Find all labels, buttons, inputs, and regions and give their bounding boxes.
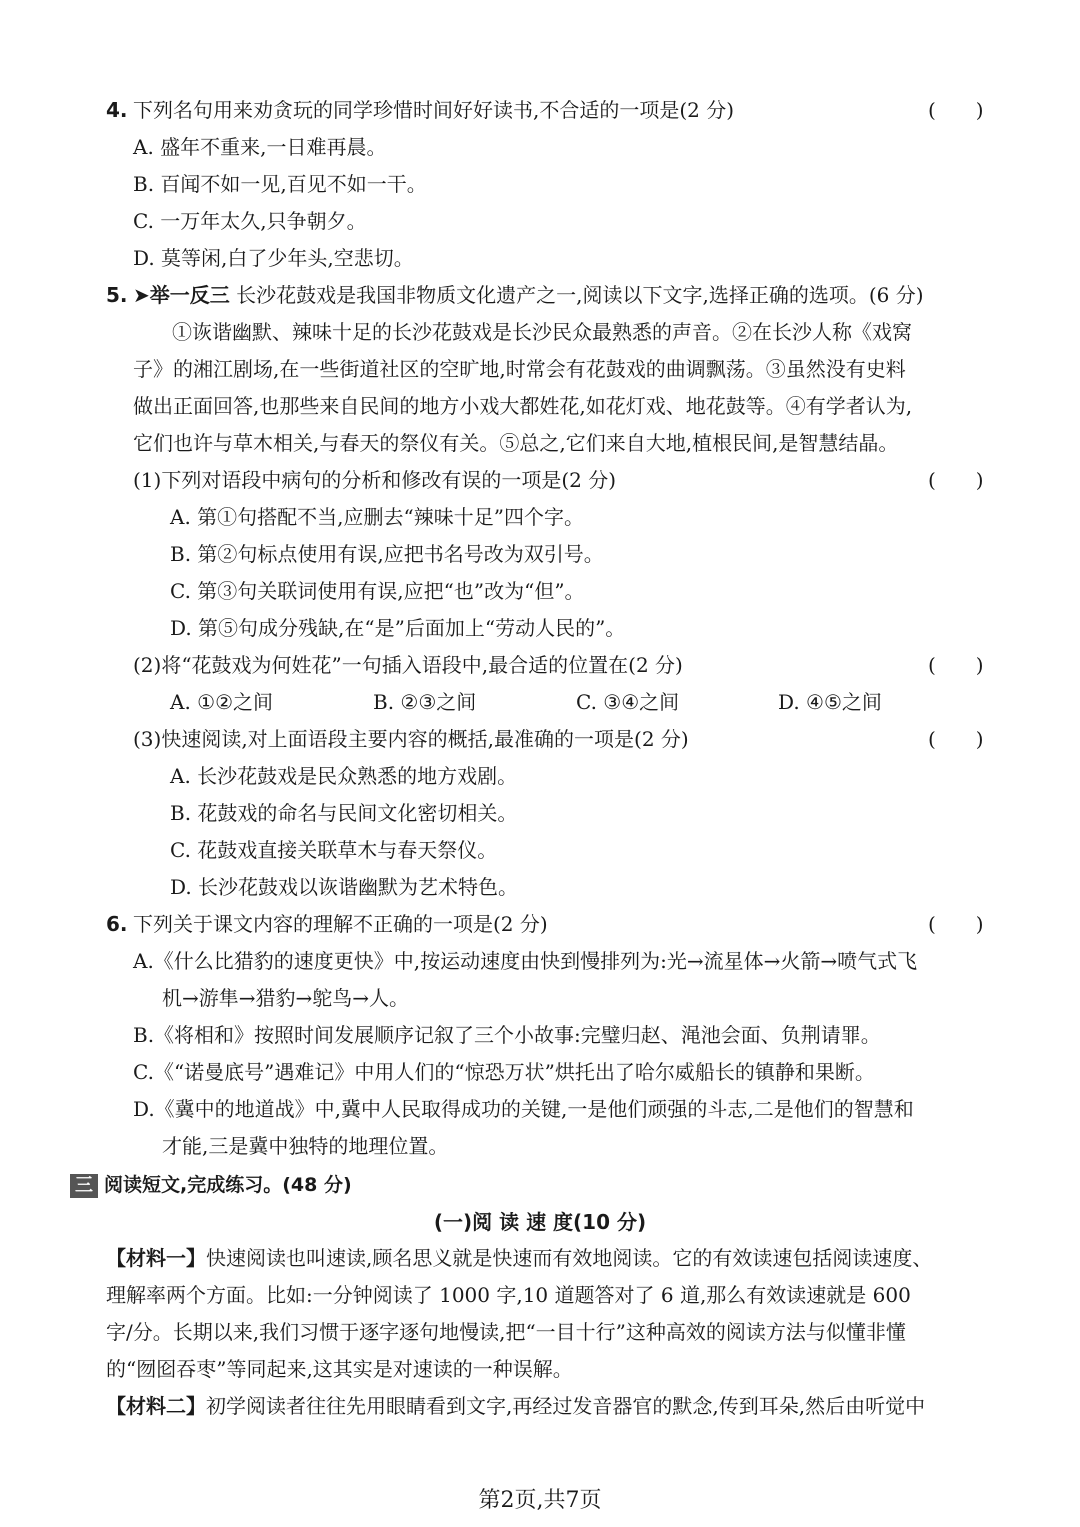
q6-number: 6.: [106, 912, 128, 936]
q4-answer-paren[interactable]: ( ): [928, 98, 984, 122]
q5-sub2-option-c: C. ③④之间: [576, 690, 680, 714]
q5-sub3-option-b: B. 花鼓戏的命名与民间文化密切相关。: [170, 801, 518, 825]
q5-sub2-answer-paren[interactable]: ( ): [928, 653, 984, 677]
q5-sub3-stem-text: (3)快速阅读,对上面语段主要内容的概括,最准确的一项是(2 分): [133, 727, 689, 751]
q5-sub2-option-d: D. ④⑤之间: [778, 690, 882, 714]
q4-option-d: D. 莫等闲,白了少年头,空悲切。: [133, 246, 414, 270]
q5-stem-text: 长沙花鼓戏是我国非物质文化遗产之一,阅读以下文字,选择正确的选项。(6 分): [229, 283, 924, 307]
page-footer: 第2页,共7页: [478, 1488, 602, 1513]
q5-tag: ➤举一反三: [133, 283, 230, 307]
q6-stem-text: 下列关于课文内容的理解不正确的一项是(2 分): [133, 912, 548, 936]
q6-option-c: C.《“诺曼底号”遇难记》中用人们的“惊恐万状”烘托出了哈尔威船长的镇静和果断。: [133, 1060, 875, 1084]
q6-option-d: D.《冀中的地道战》中,冀中人民取得成功的关键,一是他们顽强的斗志,二是他们的智慧和: [133, 1097, 914, 1121]
section3-title: 阅读短文,完成练习。(48 分): [104, 1174, 352, 1196]
q6-option-d-cont: 才能,三是冀中独特的地理位置。: [162, 1134, 449, 1158]
q5-sub3-option-c: C. 花鼓戏直接关联草木与春天祭仪。: [170, 838, 498, 862]
q4-number: 4.: [106, 98, 128, 122]
q5-sub1-option-a: A. 第①句搭配不当,应删去“辣味十足”四个字。: [170, 505, 584, 529]
material1-line-1: [106, 1244, 1080, 1272]
material1-line-4: 的“囫囵吞枣”等同起来,这其实是对速读的一种误解。: [106, 1357, 573, 1381]
q5-number: 5.: [106, 283, 128, 307]
q5-passage-line-1: ①诙谐幽默、辣味十足的长沙花鼓戏是长沙民众最熟悉的声音。②在长沙人称《戏窝: [172, 320, 912, 344]
q5-passage-line-2: 子》的湘江剧场,在一些街道社区的空旷地,时常会有花鼓戏的曲调飘荡。③虽然没有史料: [133, 357, 906, 381]
q5-passage-line-4: 它们也许与草木相关,与春天的祭仪有关。⑤总之,它们来自大地,植根民间,是智慧结晶。: [133, 431, 899, 455]
q5-sub2-stem-text: (2)将“花鼓戏为何姓花”一句插入语段中,最合适的位置在(2 分): [133, 653, 683, 677]
q5-sub3-answer-paren[interactable]: ( ): [928, 727, 984, 751]
q6-option-a-cont: 机→游隼→猎豹→鸵鸟→人。: [162, 986, 410, 1010]
q5-sub2-option-b: B. ②③之间: [373, 690, 477, 714]
q6-option-b: B.《将相和》按照时间发展顺序记叙了三个小故事:完璧归赵、渑池会面、负荆请罪。: [133, 1023, 881, 1047]
q5-sub3-option-a: A. 长沙花鼓戏是民众熟悉的地方戏剧。: [170, 764, 518, 788]
q5-sub2-option-a: A. ①②之间: [170, 690, 274, 714]
material1-line-3: 字/分。长期以来,我们习惯于逐字逐句地慢读,把“一目十行”这种高效的阅读方法与似懂非懂: [106, 1320, 906, 1344]
q5-passage-line-3: 做出正面回答,也那些来自民间的地方小戏大都姓花,如花灯戏、地花鼓等。④有学者认为,: [133, 394, 913, 418]
material2-tag: 【材料二】: [106, 1394, 206, 1418]
q5-sub1-answer-paren[interactable]: ( ): [928, 468, 984, 492]
section3-number-box: 三: [70, 1174, 98, 1198]
q6-answer-paren[interactable]: ( ): [928, 912, 984, 936]
q4-stem-text: 下列名句用来劝贪玩的同学珍惜时间好好读书,不合适的一项是(2 分): [133, 98, 735, 122]
q5-sub1-stem-text: (1)下列对语段中病句的分析和修改有误的一项是(2 分): [133, 468, 617, 492]
q4-option-a: A. 盛年不重来,一日难再晨。: [133, 135, 387, 159]
material1-line-2: 理解率两个方面。比如:一分钟阅读了 1000 字,10 道题答对了 6 道,那么有效读速就是 600: [106, 1283, 911, 1307]
q5-sub1-option-b: B. 第②句标点使用有误,应把书名号改为双引号。: [170, 542, 604, 566]
section3-heading: [70, 1170, 1080, 1199]
material2-line-1-text: 初学阅读者往往先用眼睛看到文字,再经过发音器官的默念,传到耳朵,然后由听觉中: [206, 1394, 926, 1418]
reading-speed-subtitle: (一)阅 读 速 度(10 分): [433, 1210, 647, 1234]
q5-sub1-option-d: D. 第⑤句成分残缺,在“是”后面加上“劳动人民的”。: [170, 616, 626, 640]
material1-tag: 【材料一】: [106, 1246, 206, 1270]
q5-sub1-option-c: C. 第③句关联词使用有误,应把“也”改为“但”。: [170, 579, 585, 603]
q6-option-a: A.《什么比猎豹的速度更快》中,按运动速度由快到慢排列为:光→流星体→火箭→喷气式飞: [133, 949, 918, 973]
material2-line-1: [106, 1392, 1080, 1420]
q5-sub3-option-d: D. 长沙花鼓戏以诙谐幽默为艺术特色。: [170, 875, 519, 899]
q4-option-b: B. 百闻不如一见,百见不如一干。: [133, 172, 427, 196]
material1-line-1-text: 快速阅读也叫速读,顾名思义就是快速而有效地阅读。它的有效读速包括阅读速度、: [206, 1246, 933, 1270]
q4-option-c: C. 一万年太久,只争朝夕。: [133, 209, 367, 233]
